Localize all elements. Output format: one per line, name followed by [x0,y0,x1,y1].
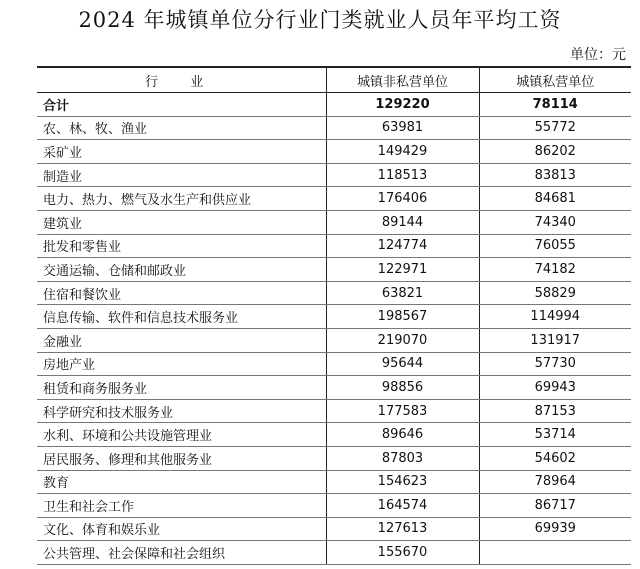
industry-cell: 农、林、牧、渔业 [37,116,326,140]
industry-cell: 卫生和社会工作 [37,494,326,518]
table-header-row [37,67,631,93]
non-private-wage-cell: 95644 [326,352,479,376]
industry-cell: 制造业 [37,163,326,187]
non-private-wage-cell: 98856 [326,376,479,400]
table-row [37,305,631,329]
header-private: 城镇私营单位 [479,67,631,93]
industry-cell: 合计 [37,93,326,117]
table-row [37,187,631,211]
page-title: 2024 年城镇单位分行业门类就业人员年平均工资 [78,8,562,32]
table-row [37,281,631,305]
industry-cell: 建筑业 [37,210,326,234]
industry-cell: 公共管理、社会保障和社会组织 [37,541,326,565]
non-private-wage-cell: 219070 [326,328,479,352]
non-private-wage-cell: 155670 [326,541,479,565]
industry-cell: 科学研究和技术服务业 [37,399,326,423]
non-private-wage-cell: 122971 [326,258,479,282]
private-wage-cell: 86717 [479,494,631,518]
non-private-wage-cell: 63821 [326,281,479,305]
private-wage-cell: 114994 [479,305,631,329]
non-private-wage-cell: 176406 [326,187,479,211]
industry-cell: 水利、环境和公共设施管理业 [37,423,326,447]
non-private-wage-cell: 154623 [326,470,479,494]
table-body [37,93,631,565]
industry-cell: 批发和零售业 [37,234,326,258]
non-private-wage-cell: 149429 [326,140,479,164]
industry-cell: 交通运输、仓储和邮政业 [37,258,326,282]
non-private-wage-cell: 177583 [326,399,479,423]
header-industry: 行 业 [37,67,326,93]
private-wage-cell: 87153 [479,399,631,423]
private-wage-cell: 86202 [479,140,631,164]
non-private-wage-cell: 127613 [326,517,479,541]
table-row [37,517,631,541]
table-row [37,258,631,282]
non-private-wage-cell: 129220 [326,93,479,117]
industry-cell: 房地产业 [37,352,326,376]
table-row [37,494,631,518]
non-private-wage-cell: 124774 [326,234,479,258]
non-private-wage-cell: 89144 [326,210,479,234]
private-wage-cell [479,541,631,565]
private-wage-cell: 78114 [479,93,631,117]
industry-cell: 电力、热力、燃气及水生产和供应业 [37,187,326,211]
table-row [37,234,631,258]
private-wage-cell: 84681 [479,187,631,211]
industry-cell: 金融业 [37,328,326,352]
table-row [37,446,631,470]
non-private-wage-cell: 63981 [326,116,479,140]
industry-cell: 住宿和餐饮业 [37,281,326,305]
table-row [37,163,631,187]
private-wage-cell: 69943 [479,376,631,400]
table-row [37,399,631,423]
private-wage-cell: 74340 [479,210,631,234]
private-wage-cell: 58829 [479,281,631,305]
industry-cell: 教育 [37,470,326,494]
industry-cell: 租赁和商务服务业 [37,376,326,400]
private-wage-cell: 69939 [479,517,631,541]
table-row [37,140,631,164]
table-row [37,328,631,352]
non-private-wage-cell: 198567 [326,305,479,329]
non-private-wage-cell: 89646 [326,423,479,447]
table-row [37,352,631,376]
table-row [37,541,631,565]
non-private-wage-cell: 87803 [326,446,479,470]
private-wage-cell: 57730 [479,352,631,376]
table-row [37,116,631,140]
private-wage-cell: 74182 [479,258,631,282]
private-wage-cell: 55772 [479,116,631,140]
private-wage-cell: 76055 [479,234,631,258]
table-row [37,210,631,234]
table-row [37,470,631,494]
industry-cell: 文化、体育和娱乐业 [37,517,326,541]
industry-cell: 居民服务、修理和其他服务业 [37,446,326,470]
non-private-wage-cell: 164574 [326,494,479,518]
table-row [37,376,631,400]
private-wage-cell: 53714 [479,423,631,447]
table-row-total [37,93,631,117]
wage-table [37,66,631,565]
private-wage-cell: 78964 [479,470,631,494]
non-private-wage-cell: 118513 [326,163,479,187]
private-wage-cell: 83813 [479,163,631,187]
header-non-private: 城镇非私营单位 [326,67,479,93]
private-wage-cell: 131917 [479,328,631,352]
table-row [37,423,631,447]
industry-cell: 采矿业 [37,140,326,164]
private-wage-cell: 54602 [479,446,631,470]
industry-cell: 信息传输、软件和信息技术服务业 [37,305,326,329]
unit-label: 单位：元 [570,47,626,63]
